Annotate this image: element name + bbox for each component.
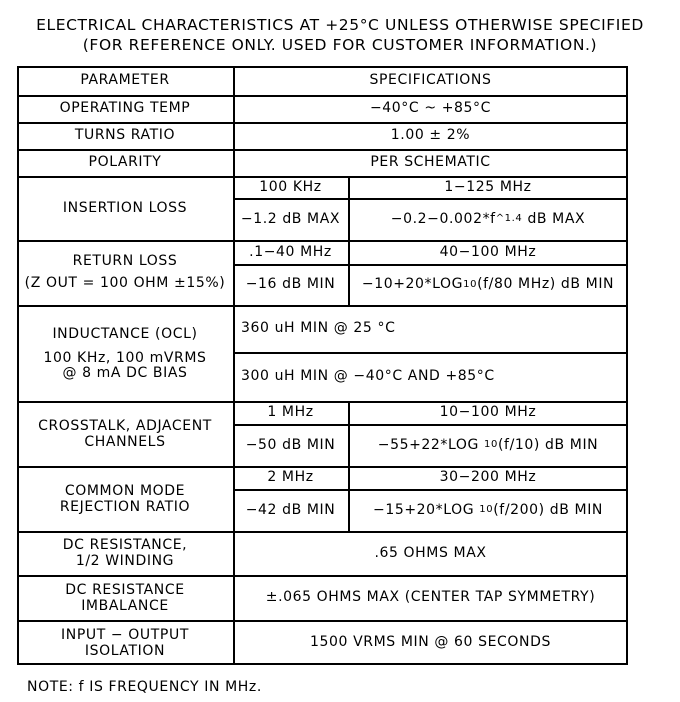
insertion-loss-value-high: −0.2−0.002*f ^1.4 dB MAX	[390, 210, 586, 227]
return-loss-value-low: −16 dB MIN	[245, 276, 336, 292]
spec-polarity: PER SCHEMATIC	[370, 154, 491, 170]
label-line: @ 8 mA DC BIAS	[62, 364, 188, 381]
footnote: NOTE: f IS FREQUENCY IN MHz.	[27, 679, 262, 695]
param-isolation	[17, 620, 233, 665]
spec-inductance-25c: 360 uH MIN @ 25 °C	[241, 320, 396, 336]
param-polarity: POLARITY	[88, 154, 162, 170]
formula-part: (f/80 MHz) dB MIN	[477, 276, 615, 292]
label-line: REJECTION RATIO	[59, 498, 191, 515]
formula-part: −55+22*LOG	[377, 436, 485, 453]
formula-part: (f/10) dB MIN	[497, 436, 599, 453]
title-line-2: (FOR REFERENCE ONLY. USED FOR CUSTOMER INFORMATION.)	[82, 36, 598, 54]
crosstalk-freq-high: 10−100 MHz	[439, 404, 537, 420]
formula-part: −0.2−0.002*f	[390, 210, 496, 227]
param-operating-temp: OPERATING TEMP	[59, 100, 191, 116]
col-header-specifications: SPECIFICATIONS	[369, 72, 492, 88]
label-line: INPUT − OUTPUT	[61, 626, 189, 643]
label-line: CROSSTALK, ADJACENT	[38, 417, 212, 434]
return-loss-freq-high: 40−100 MHz	[439, 243, 537, 260]
spec-dc-resistance: .65 OHMS MAX	[374, 544, 487, 561]
param-cmrr	[17, 466, 233, 531]
spec-turns-ratio: 1.00 ± 2%	[390, 127, 471, 143]
formula-part: −10+20*LOG	[361, 276, 464, 292]
label-line: INDUCTANCE (OCL)	[52, 325, 198, 342]
param-dc-imbalance	[17, 575, 233, 620]
label-line: DC RESISTANCE	[65, 581, 185, 598]
return-loss-freq-low: .1−40 MHz	[249, 243, 332, 260]
param-inductance	[17, 305, 233, 401]
insertion-loss-value-low: −1.2 dB MAX	[240, 210, 341, 227]
label-line: (Z OUT = 100 OHM ±15%)	[24, 275, 226, 291]
param-insertion-loss: INSERTION LOSS	[62, 199, 188, 216]
cmrr-freq-low: 2 MHz	[267, 469, 314, 485]
insertion-loss-freq-low: 100 KHz	[259, 178, 322, 195]
label-line: IMBALANCE	[81, 597, 169, 614]
formula-part: dB MAX	[522, 210, 586, 227]
crosstalk-freq-low: 1 MHz	[267, 404, 314, 420]
param-crosstalk	[17, 401, 233, 466]
crosstalk-value-low: −50 dB MIN	[245, 436, 336, 453]
param-turns-ratio: TURNS RATIO	[74, 127, 176, 143]
cmrr-value-high: −15+20*LOG 10 (f/200) dB MIN	[372, 501, 603, 518]
formula-part: (f/200) dB MIN	[493, 501, 603, 518]
spec-dc-imbalance: ±.065 OHMS MAX (CENTER TAP SYMMETRY)	[265, 589, 596, 605]
param-dc-resistance	[17, 531, 233, 575]
spec-isolation: 1500 VRMS MIN @ 60 SECONDS	[310, 634, 551, 650]
return-loss-value-high: −10+20*LOG 10 (f/80 MHz) dB MIN	[361, 276, 615, 292]
formula-part: −15+20*LOG	[372, 501, 480, 518]
col-header-parameter: PARAMETER	[80, 72, 170, 88]
label-line: ISOLATION	[84, 642, 166, 659]
param-return-loss	[17, 240, 233, 305]
insertion-loss-freq-high: 1−125 MHz	[444, 178, 532, 195]
cmrr-freq-high: 30−200 MHz	[439, 469, 537, 485]
label-line: DC RESISTANCE,	[62, 537, 188, 553]
label-line: COMMON MODE	[64, 482, 186, 499]
label-line: CHANNELS	[84, 433, 166, 450]
label-line: RETURN LOSS	[72, 253, 178, 269]
title-line-1: ELECTRICAL CHARACTERISTICS AT +25°C UNLESS OTHERWISE SPECIFIED	[36, 16, 644, 34]
cmrr-value-low: −42 dB MIN	[245, 501, 336, 518]
crosstalk-value-high: −55+22*LOG 10 (f/10) dB MIN	[377, 436, 599, 453]
label-line: 1/2 WINDING	[75, 553, 175, 569]
label-line: 100 KHz, 100 mVRMS	[43, 349, 207, 366]
spec-inductance-range: 300 uH MIN @ −40°C AND +85°C	[241, 368, 495, 384]
spec-operating-temp: −40°C ~ +85°C	[369, 100, 492, 116]
